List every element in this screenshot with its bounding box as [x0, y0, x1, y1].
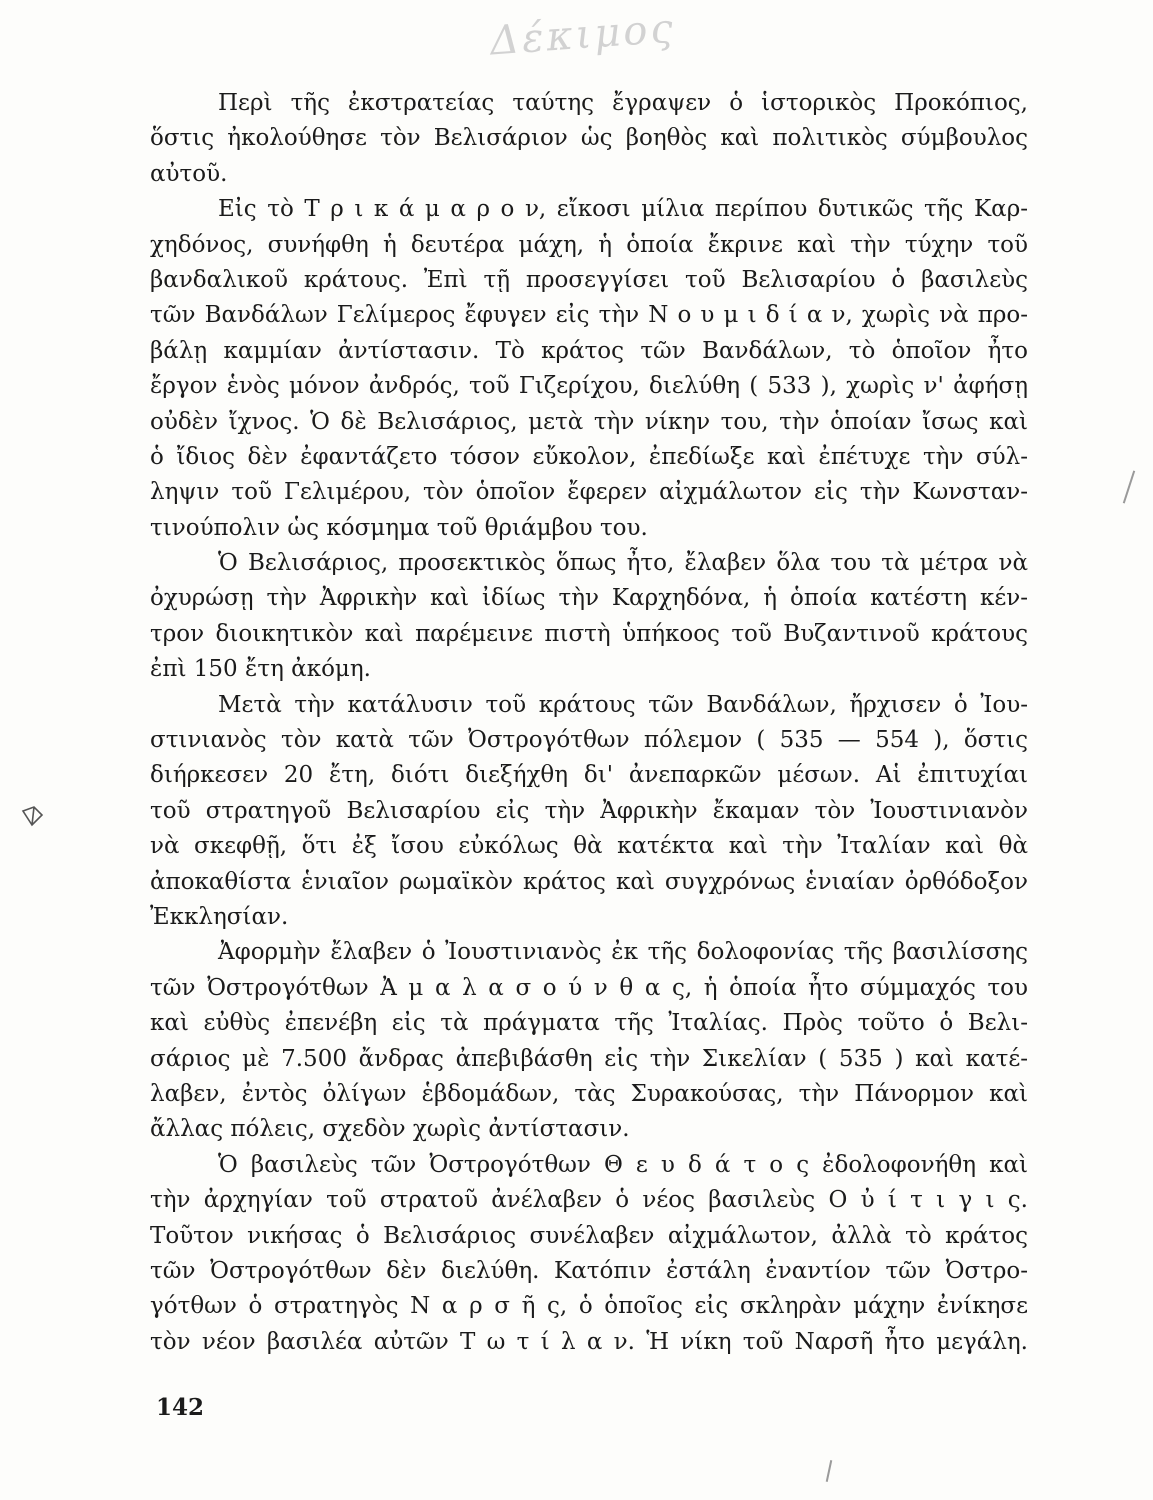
paragraph	[150, 1148, 1028, 1360]
handwritten-annotation: Δέκιμος	[488, 5, 678, 65]
margin-pencil-line	[826, 1460, 833, 1482]
text-line: νὰ σκεφθῇ, ὅτι ἐξ ἴσου εὐκόλως θὰ κατέκτα καὶ τὴν Ἰταλίαν καὶ θὰ	[150, 833, 1028, 860]
text-line: στινιανὸς τὸν κατὰ τῶν Ὀστρογότθων πόλεμον ( 535 — 554 ), ὅστις	[150, 727, 1028, 754]
body-text	[150, 86, 1028, 1360]
text-line: Ὁ Βελισάριος, προσεκτικὸς ὅπως ἦτο, ἔλαβεν ὅλα του τὰ μέτρα νὰ	[218, 550, 1028, 577]
text-line: καὶ εὐθὺς ἐπενέβη εἰς τὰ πράγματα τῆς Ἰταλίας. Πρὸς τοῦτο ὁ Βελι-	[150, 1010, 1028, 1037]
text-line: τινούπολιν ὡς κόσμημα τοῦ θριάμβου του.	[150, 514, 648, 541]
text-line: οὐδὲν ἴχνος. Ὁ δὲ Βελισάριος, μετὰ τὴν νίκην του, τὴν ὁποίαν ἴσως καὶ	[150, 408, 1028, 435]
text-line: αὐτοῦ.	[150, 160, 228, 187]
text-line: ληψιν τοῦ Γελιμέρου, τὸν ὁποῖον ἔφερεν αἰχμάλωτον εἰς τὴν Κωνσταν-	[150, 479, 1028, 506]
text-line: ἔργον ἑνὸς μόνον ἀνδρός, τοῦ Γιζερίχου, διελύθη ( 533 ), χωρὶς ν' ἀφήσῃ	[150, 373, 1028, 400]
paragraph	[150, 688, 1028, 936]
text-line: βάλῃ καμμίαν ἀντίστασιν. Τὸ κράτος τῶν Βανδάλων, τὸ ὁποῖον ἦτο	[150, 337, 1028, 364]
paragraph	[150, 935, 1028, 1147]
text-line: Ὁ βασιλεὺς τῶν Ὀστρογότθων Θ ε υ δ ά τ ο ς ἐδολοφονήθη καὶ	[218, 1151, 1028, 1178]
text-line: ἐπὶ 150 ἔτη ἀκόμη.	[150, 656, 371, 683]
text-line: ὅστις ἠκολούθησε τὸν Βελισάριον ὡς βοηθὸς καὶ πολιτικὸς σύμβουλος	[150, 125, 1028, 152]
pencil-mark-icon	[20, 803, 46, 829]
text-line: ὁ ἴδιος δὲν ἐφαντάζετο τόσον εὔκολον, ἐπεδίωξε καὶ ἐπέτυχε τὴν σύλ-	[150, 443, 1028, 470]
text-line: διήρκεσεν 20 ἔτη, διότι διεξήχθη δι' ἀνεπαρκῶν μέσων. Αἱ ἐπιτυχίαι	[150, 762, 1028, 789]
margin-pencil-line	[1123, 471, 1135, 504]
text-line: Ἐκκλησίαν.	[150, 903, 289, 930]
text-line: σάριος μὲ 7.500 ἄνδρας ἀπεβιβάσθη εἰς τὴν Σικελίαν ( 535 ) καὶ κατέ-	[150, 1045, 1028, 1072]
text-line: τῶν Ὀστρογότθων Ἀ μ α λ α σ ο ύ ν θ α ς, ἡ ὁποία ἦτο σύμμαχός του	[150, 974, 1028, 1001]
text-line: Εἰς τὸ Τ ρ ι κ ά μ α ρ ο ν, εἴκοσι μίλια περίπου δυτικῶς τῆς Καρ-	[218, 196, 1028, 223]
text-line: ἀποκαθίστα ἑνιαῖον ρωμαϊκὸν κράτος καὶ συγχρόνως ἑνιαίαν ὀρθόδοξον	[150, 868, 1028, 895]
text-line: λαβεν, ἐντὸς ὀλίγων ἑβδομάδων, τὰς Συρακούσας, τὴν Πάνορμον καὶ	[150, 1080, 1028, 1107]
paragraph	[150, 192, 1028, 546]
text-line: χηδόνος, συνήφθη ἡ δευτέρα μάχη, ἡ ὁποία ἔκρινε καὶ τὴν τύχην τοῦ	[150, 231, 1028, 258]
text-line: τρον διοικητικὸν καὶ παρέμεινε πιστὴ ὑπήκοος τοῦ Βυζαντινοῦ κράτους	[150, 620, 1028, 647]
text-line: ἄλλας πόλεις, σχεδὸν χωρὶς ἀντίστασιν.	[150, 1116, 630, 1143]
paragraph	[150, 86, 1028, 192]
text-line: Ἀφορμὴν ἔλαβεν ὁ Ἰουστινιανὸς ἐκ τῆς δολοφονίας τῆς βασιλίσσης	[218, 939, 1028, 966]
text-line: γότθων ὁ στρατηγὸς Ν α ρ σ ῆ ς, ὁ ὁποῖος εἰς σκληρὰν μάχην ἐνίκησε	[150, 1293, 1028, 1320]
page-number: 142	[156, 1394, 205, 1421]
text-line: τῶν Βανδάλων Γελίμερος ἔφυγεν εἰς τὴν Ν ο υ μ ι δ ί α ν, χωρὶς νὰ προ-	[150, 302, 1028, 329]
text-line: τῶν Ὀστρογότθων δὲν διελύθη. Κατόπιν ἐστάλη ἐναντίον τῶν Ὀστρο-	[150, 1257, 1028, 1284]
text-line: τοῦ στρατηγοῦ Βελισαρίου εἰς τὴν Ἀφρικὴν ἔκαμαν τὸν Ἰουστινιανὸν	[150, 797, 1028, 824]
paragraph	[150, 546, 1028, 688]
text-line: Περὶ τῆς ἐκστρατείας ταύτης ἔγραψεν ὁ ἱστορικὸς Προκόπιος,	[218, 90, 1028, 116]
text-line: Μετὰ τὴν κατάλυσιν τοῦ κράτους τῶν Βανδάλων, ἤρχισεν ὁ Ἰου-	[218, 691, 1028, 718]
text-line: βανδαλικοῦ κράτους. Ἐπὶ τῇ προσεγγίσει τοῦ Βελισαρίου ὁ βασιλεὺς	[150, 266, 1028, 293]
text-line: τὸν νέον βασιλέα αὐτῶν Τ ω τ ί λ α ν. Ἡ νίκη τοῦ Ναρσῆ ἦτο μεγάλη.	[150, 1328, 1028, 1355]
text-line: Τοῦτον νικήσας ὁ Βελισάριος συνέλαβεν αἰχμάλωτον, ἀλλὰ τὸ κράτος	[150, 1222, 1028, 1249]
text-line: τὴν ἀρχηγίαν τοῦ στρατοῦ ἀνέλαβεν ὁ νέος βασιλεὺς Ο ὐ ί τ ι γ ι ς.	[150, 1187, 1028, 1214]
text-line: ὀχυρώσῃ τὴν Ἀφρικὴν καὶ ἰδίως τὴν Καρχηδόνα, ἡ ὁποία κατέστη κέν-	[150, 585, 1028, 612]
